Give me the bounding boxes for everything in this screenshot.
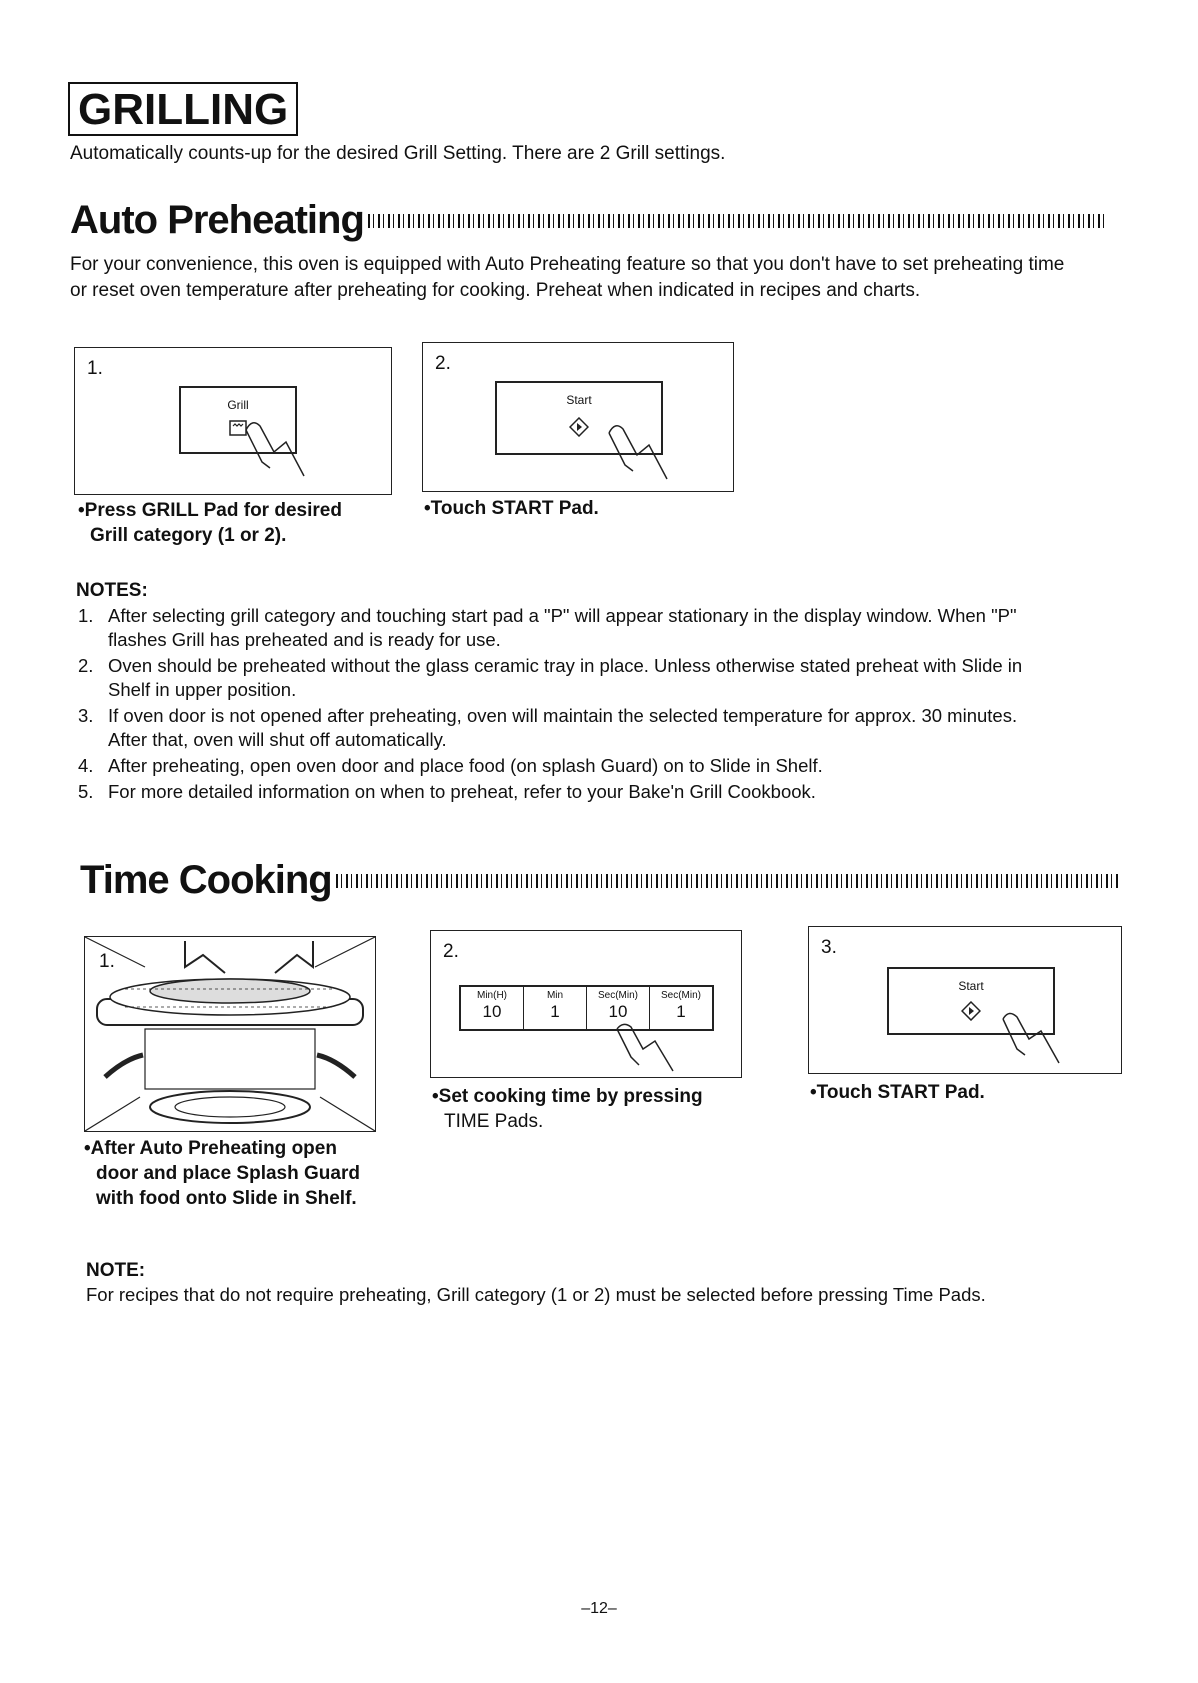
caption-line: •Set cooking time by pressing: [432, 1086, 703, 1107]
note-line: After preheating, open oven door and place food (on splash Guard) on to Slide in Shelf.: [108, 755, 823, 776]
caption-line: •After Auto Preheating open: [84, 1138, 337, 1159]
step-number: 1.: [99, 951, 115, 972]
note-line: After that, oven will shut off automatically.: [108, 729, 447, 750]
pad-label: Start: [958, 979, 984, 993]
note-line: flashes Grill has preheated and is ready for use.: [108, 629, 501, 650]
pad-label: Min(H): [477, 990, 507, 1001]
note-line: For more detailed information on when to preheat, refer to your Bake'n Grill Cookbook.: [108, 781, 816, 802]
note-text: For recipes that do not require preheating, Grill category (1 or 2) must be selected before pressing Time Pads.: [86, 1284, 986, 1305]
start-diamond-icon: [569, 417, 589, 437]
step-number: 2.: [435, 353, 451, 374]
time-step-2-caption: [432, 1084, 703, 1134]
note-number: 5.: [78, 781, 94, 802]
time-step-3-panel: [808, 926, 1122, 1074]
note-number: 4.: [78, 755, 94, 776]
heading-rule: [336, 874, 1120, 888]
time-step-2-panel: [430, 930, 742, 1078]
step-number: 2.: [443, 941, 459, 962]
finger-icon: [611, 1021, 681, 1073]
time-step-1-panel: [84, 936, 376, 1132]
auto-preheating-paragraph: [70, 252, 1150, 304]
step-2-panel: [422, 342, 734, 492]
finger-icon: [997, 1009, 1067, 1067]
caption-line: with food onto Slide in Shelf.: [96, 1188, 357, 1209]
page-number: –12–: [581, 1600, 617, 1617]
step-1-panel: [74, 347, 392, 495]
note-heading: NOTE:: [86, 1260, 146, 1281]
notes-list: [78, 604, 1158, 806]
caption-line: •Press GRILL Pad for desired: [78, 500, 342, 521]
time-pad-min[interactable]: [524, 987, 587, 1029]
oven-shelf-illustration: [85, 937, 375, 1131]
note-item: [78, 654, 1158, 702]
note-number: 1.: [78, 605, 94, 626]
pad-label: Start: [566, 393, 592, 407]
note-line: Oven should be preheated without the glass ceramic tray in place. Unless otherwise stated preheat with Slide in: [108, 655, 1023, 676]
auto-preheating-heading: Auto Preheating: [70, 198, 364, 242]
caption-line: door and place Splash Guard: [96, 1163, 360, 1184]
pad-label: Grill: [227, 398, 249, 412]
intro-text: Automatically counts-up for the desired Grill Setting. There are 2 Grill settings.: [70, 143, 726, 164]
note-number: 2.: [78, 655, 94, 676]
step-2-caption: •Touch START Pad.: [424, 498, 599, 519]
paragraph-line: For your convenience, this oven is equipped with Auto Preheating feature so that you don't have to set preheating time: [70, 254, 1065, 275]
time-step-3-caption: •Touch START Pad.: [810, 1082, 985, 1103]
step-1-caption: [78, 498, 342, 548]
start-diamond-icon: [961, 1001, 981, 1021]
note-line: Shelf in upper position.: [108, 679, 297, 700]
pad-label: Min: [546, 990, 564, 1001]
finger-icon: [240, 418, 310, 480]
pad-value: 1: [550, 1002, 560, 1021]
note-number: 3.: [78, 705, 94, 726]
note-item: [78, 704, 1158, 752]
notes-heading: NOTES:: [76, 580, 148, 601]
time-step-1-caption: [84, 1136, 360, 1211]
pad-value: 10: [608, 1002, 628, 1021]
page-title: GRILLING: [68, 82, 298, 136]
step-number: 1.: [87, 358, 103, 379]
note-item: [78, 754, 1158, 778]
pad-label: Sec(Min): [660, 990, 701, 1001]
note-item: [78, 780, 1158, 804]
pad-value: 1: [676, 1002, 686, 1021]
paragraph-line: or reset oven temperature after preheating for cooking. Preheat when indicated in recipes and charts.: [70, 280, 921, 301]
heading-rule: [368, 214, 1108, 228]
note-item: [78, 604, 1158, 652]
caption-line: Grill category (1 or 2).: [90, 525, 287, 546]
pad-label: Sec(Min): [597, 990, 638, 1001]
finger-icon: [603, 421, 673, 483]
time-cooking-heading: Time Cooking: [80, 858, 332, 902]
pad-value: 10: [482, 1002, 502, 1021]
time-pad-min-h[interactable]: [461, 987, 524, 1029]
caption-line: TIME Pads.: [444, 1111, 544, 1132]
note-line: After selecting grill category and touching start pad a "P" will appear stationary in the display window. When "P": [108, 605, 1017, 626]
note-line: If oven door is not opened after preheating, oven will maintain the selected temperature for approx. 30 minutes.: [108, 705, 1018, 726]
step-number: 3.: [821, 937, 837, 958]
